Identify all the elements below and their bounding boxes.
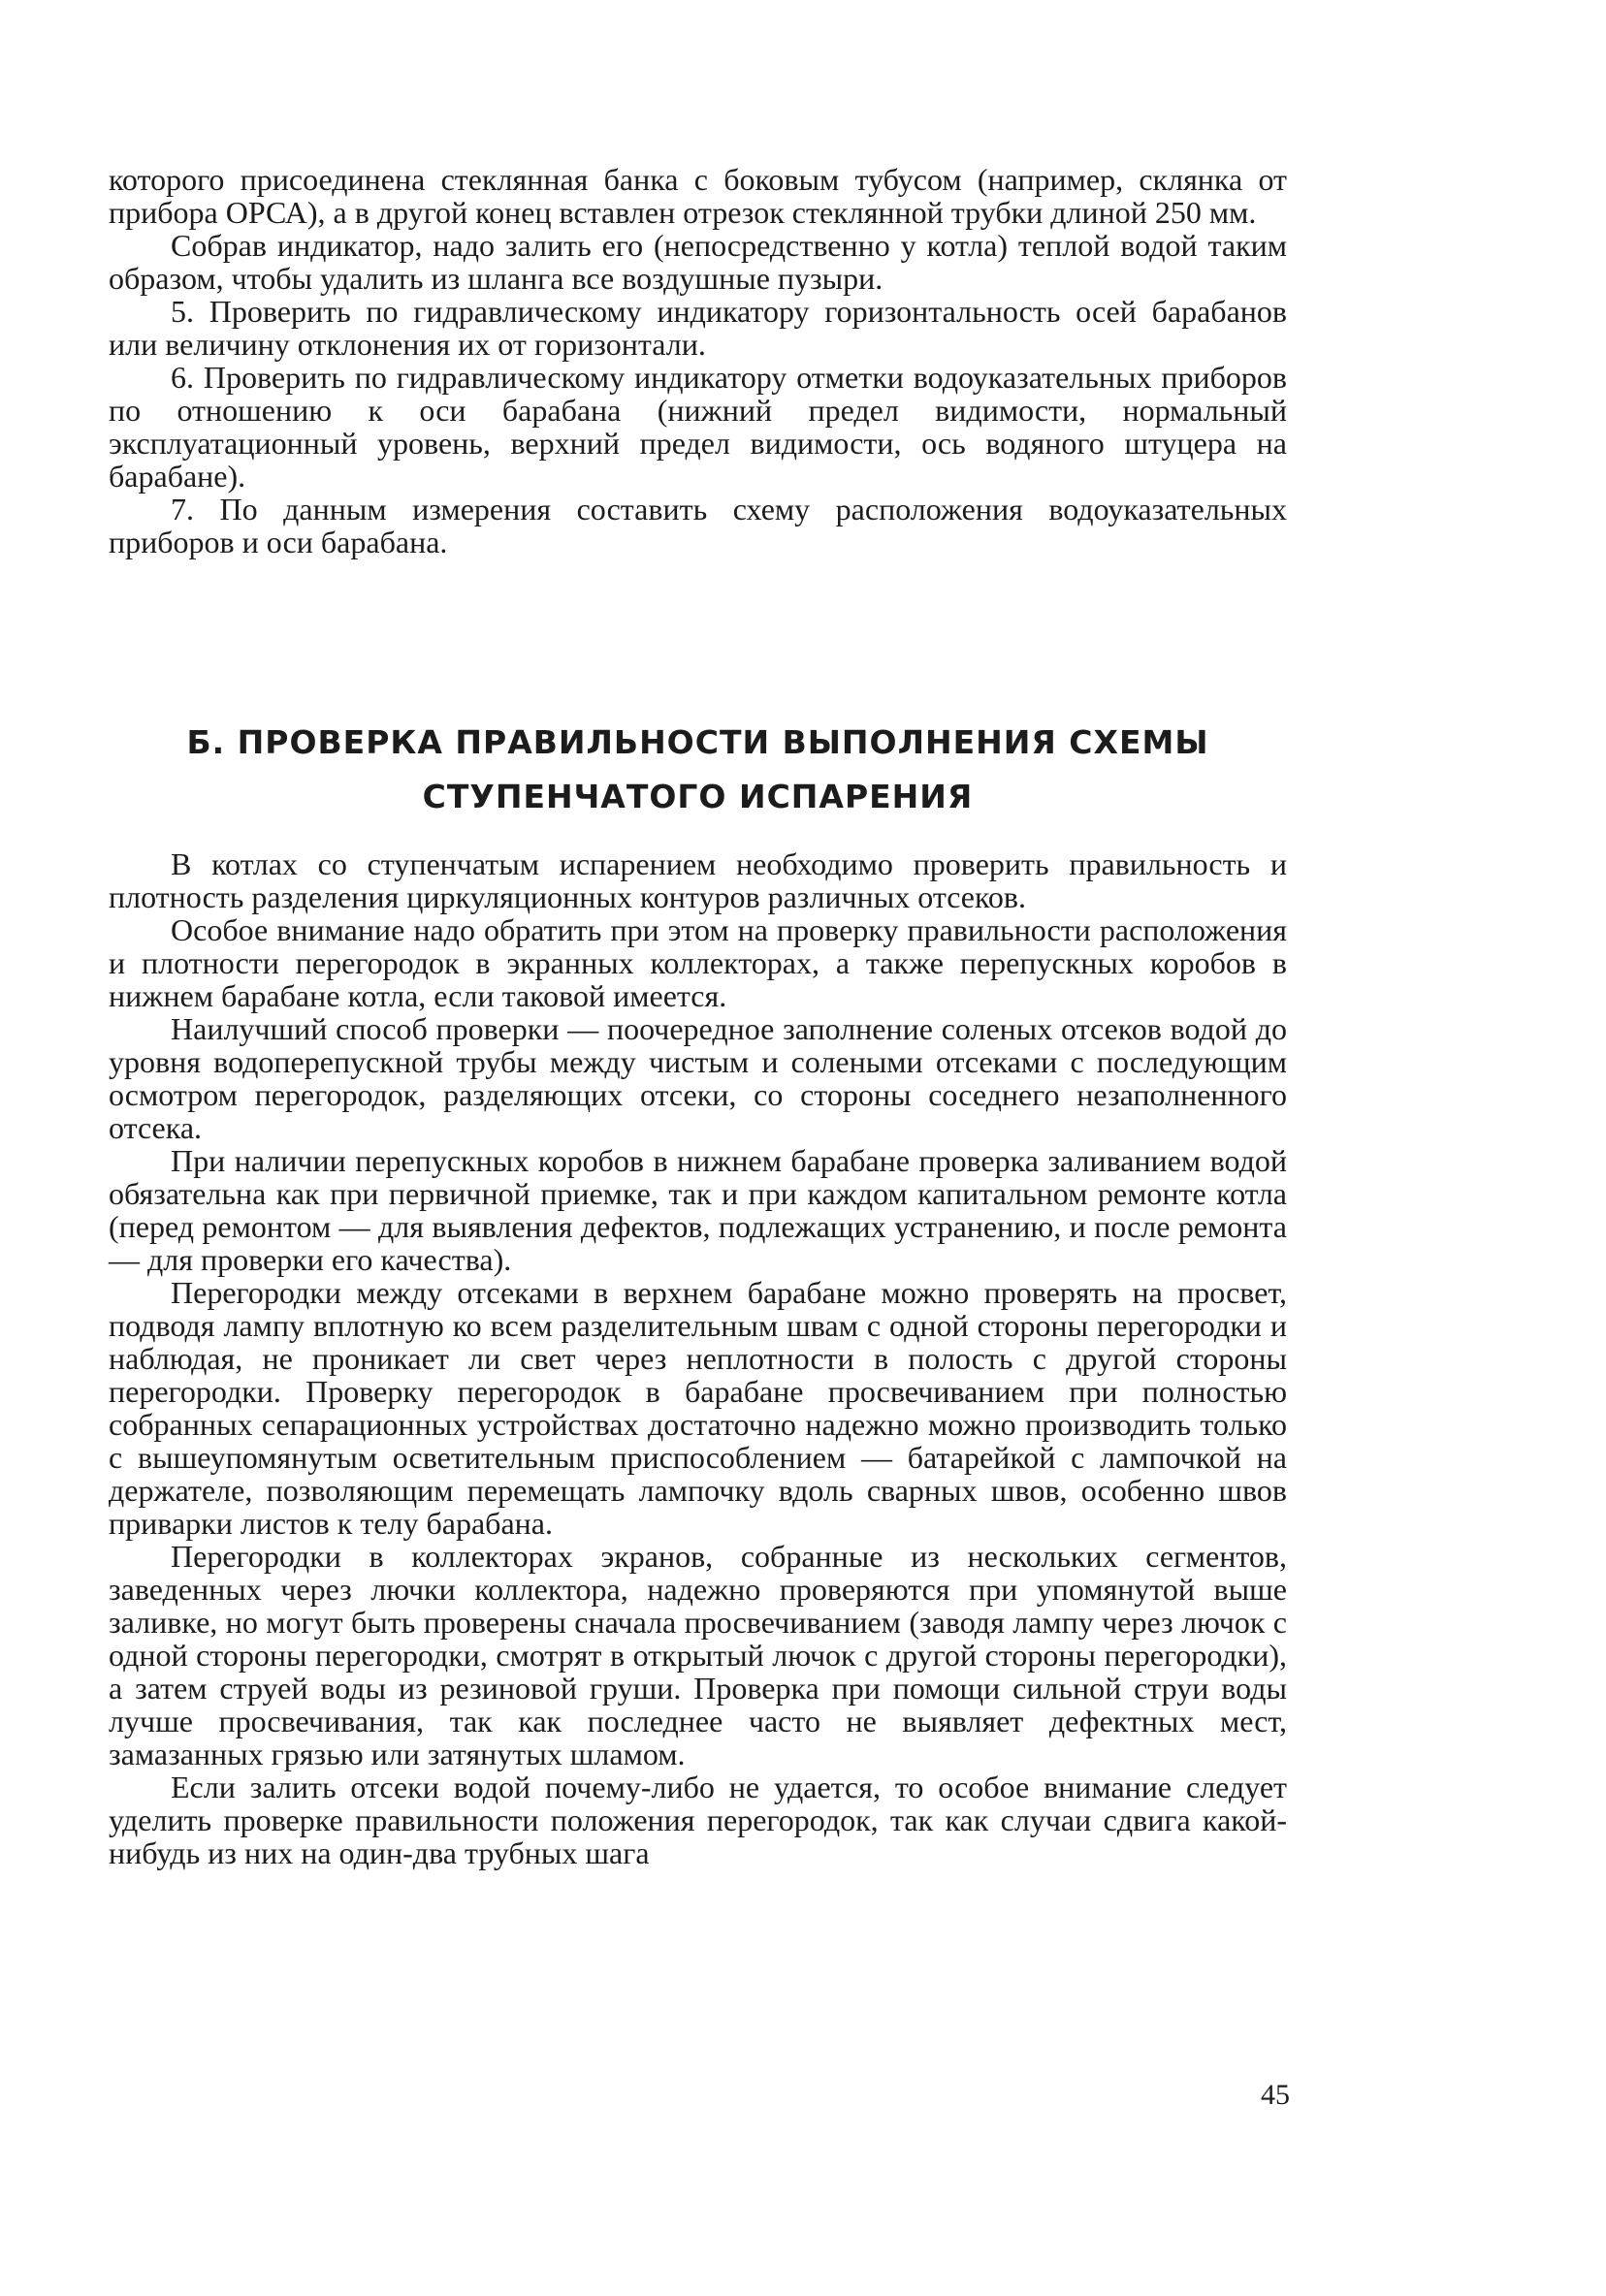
section-heading-line-1: Б. ПРОВЕРКА ПРАВИЛЬНОСТИ ВЫПОЛНЕНИЯ СХЕМЫ — [186, 723, 1209, 761]
paragraph: Перегородки между отсеками в верхнем барабане можно проверять на просвет, подводя лампу вплотную ко всем разделительным швам с одной стороны перегородки и наблюдая, не проникает ли свет через неплотности в полость с другой стороны перегородки. Проверку перегородок в барабане просвечиванием при полностью собранных сепарационных устройствах достаточно надежно можно производить только с вышеупомянутым осветительным приспособлением — батарейкой с лампочкой на держателе, позволяющим перемещать лампочку вдоль сварных швов, особенно швов приварки листов к телу барабана. — [109, 1275, 1287, 1541]
paragraph: которого присоединена стеклянная банка с боковым тубусом (например, склянка от прибора ОРСА), а в другой конец вставлен отрезок стеклянной трубки длиной 250 мм. — [109, 162, 1287, 230]
section-heading-line-2: СТУПЕНЧАТОГО ИСПАРЕНИЯ — [422, 778, 974, 815]
paragraph: Перегородки в коллекторах экранов, собранные из нескольких сегментов, заведенных через лючки коллектора, надежно проверяются при упомянутой выше заливке, но могут быть проверены сначала просвечиванием (заводя лампу через лючок с одной стороны перегородки, смотрят в открытый лючок с другой стороны перегородки), а затем струей воды из резиновой груши. Проверка при помощи сильной струи воды лучше просвечивания, так как последнее часто не выявляет дефектных мест, замазанных грязью или затянутых шламом. — [109, 1539, 1287, 1771]
numbered-step-5: 5. Проверить по гидравлическому индикатору горизонтальность осей барабанов или величину отклонения их от горизонтали. — [109, 294, 1287, 362]
numbered-step-7: 7. По данным измерения составить схему расположения водоуказательных приборов и оси барабана. — [109, 492, 1287, 559]
paragraph: Собрав индикатор, надо залить его (непосредственно у котла) теплой водой таким образом, чтобы удалить из шланга все воздушные пузыри. — [109, 228, 1287, 296]
numbered-step-6: 6. Проверить по гидравлическому индикатору отметки водоуказательных приборов по отношению к оси барабана (нижний предел видимости, нормальный эксплуатационный уровень, верхний предел видимости, ось водяного штуцера на барабане). — [109, 360, 1287, 494]
section-body — [109, 847, 1287, 1869]
page-number: 45 — [1261, 2079, 1290, 2111]
paragraph: Наилучший способ проверки — поочередное заполнение соленых отсеков водой до уровня водоперепускной трубы между чистым и солеными отсеками с последующим осмотром перегородок, разделяющих отсеки, со стороны соседнего незаполненного отсека. — [109, 1011, 1287, 1145]
section-heading — [109, 716, 1287, 824]
paragraph: Если залить отсеки водой почему-либо не удается, то особое внимание следует уделить проверке правильности положения перегородок, так как случаи сдвига какой-нибудь из них на один-два трубных шага — [109, 1770, 1287, 1870]
top-text-block — [109, 163, 1287, 558]
paragraph: В котлах со ступенчатым испарением необходимо проверить правильность и плотность разделения циркуляционных контуров различных отсеков. — [109, 846, 1287, 914]
paragraph: При наличии перепускных коробов в нижнем барабане проверка заливанием водой обязательна как при первичной приемке, так и при каждом капитальном ремонте котла (перед ремонтом — для выявления дефектов, подлежащих устранению, и после ремонта — для проверки его качества). — [109, 1143, 1287, 1277]
paragraph: Особое внимание надо обратить при этом на проверку правильности расположения и плотности перегородок в экранных коллекторах, а также перепускных коробов в нижнем барабане котла, если таковой имеется. — [109, 912, 1287, 1013]
